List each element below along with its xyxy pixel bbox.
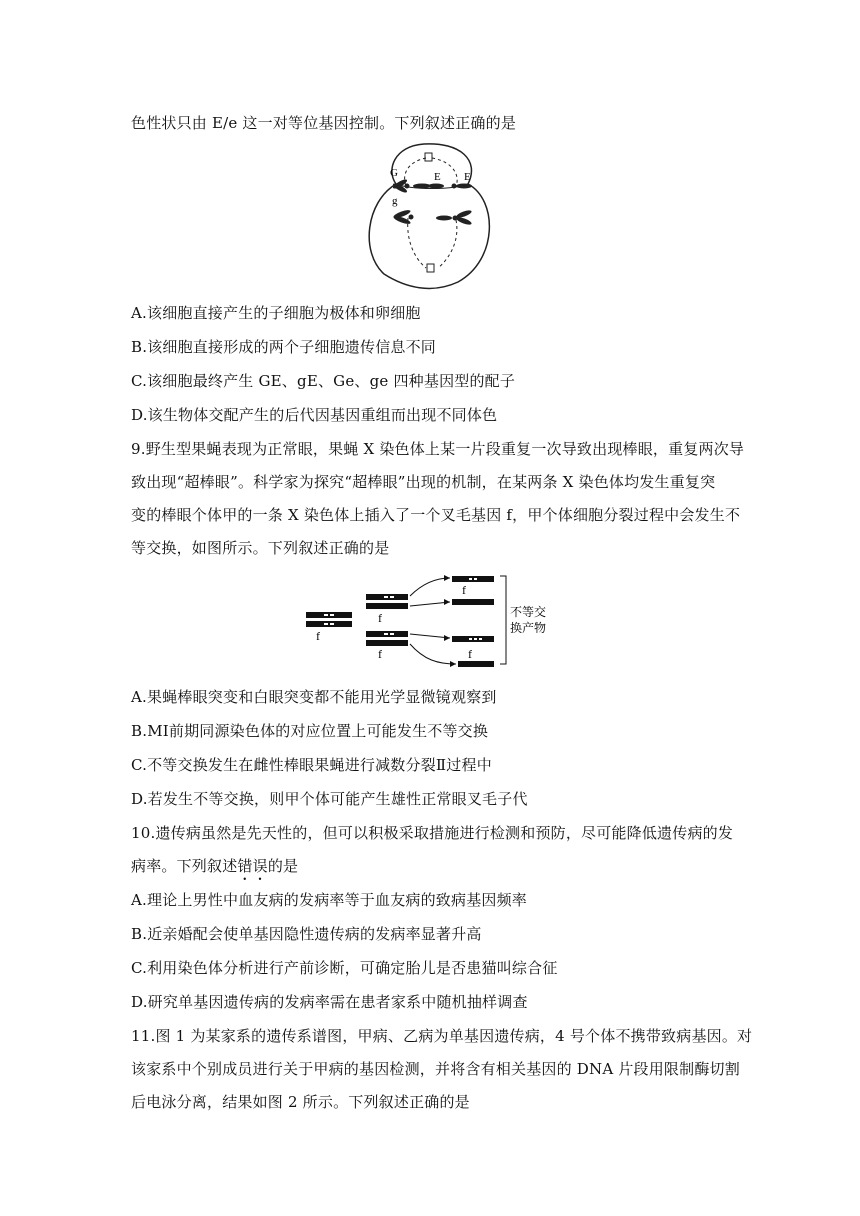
- q11-stem-line-3: 后电泳分离，结果如图 2 所示。下列叙述正确的是: [131, 1093, 470, 1111]
- q9-stem-line-2: 致出现“超棒眼”。科学家为探究“超棒眼”出现的机制，在某两条 X 染色体均发生重复突: [131, 473, 716, 491]
- q9-stem-line-1: 9.野生型果蝇表现为正常眼，果蝇 X 染色体上某一片段重复一次导致出现棒眼，重复两次导: [131, 440, 745, 458]
- q8-option-a: A.该细胞直接产生的子细胞为极体和卵细胞: [131, 304, 421, 322]
- q10-option-d: D.研究单基因遗传病的发病率需在患者家系中随机抽样调查: [131, 993, 528, 1011]
- q8-option-c: C.该细胞最终产生 GE、gE、Ge、ge 四种基因型的配子: [131, 372, 516, 390]
- q10-stem-line-1: 10.遗传病虽然是先天性的，但可以积极采取措施进行检测和预防，尽可能降低遗传病的发: [131, 824, 734, 842]
- gene-label-E-left: E: [434, 171, 441, 183]
- q11-stem-line-2: 该家系中个别成员进行关于甲病的基因检测，并将含有相关基因的 DNA 片段用限制酶切割: [131, 1060, 740, 1078]
- cell-division-figure: [362, 140, 502, 290]
- q9-option-b: B.MⅠ前期同源染色体的对应位置上可能发生不等交换: [131, 722, 489, 740]
- product-label-line-1: 不等交: [510, 605, 547, 619]
- q11-stem-line-1: 11.图 1 为某家系的遗传系谱图，甲病、乙病为单基因遗传病，4 号个体不携带致病基因。对: [131, 1027, 753, 1045]
- gene-label-G: G: [390, 167, 398, 179]
- q10-stem-text-a: 病率。下列叙述: [131, 857, 238, 875]
- q9-option-c: C.不等交换发生在雌性棒眼果蝇进行减数分裂Ⅱ过程中: [131, 756, 492, 774]
- q9-option-a: A.果蝇棒眼突变和白眼突变都不能用光学显微镜观察到: [131, 688, 497, 706]
- q8-option-b: B.该细胞直接形成的两个子细胞遗传信息不同: [131, 338, 436, 356]
- q10-option-a: A.理论上男性中血友病的发病率等于血友病的致病基因频率: [131, 891, 528, 909]
- q8-option-d: D.该生物体交配产生的后代因基因重组而出现不同体色: [131, 406, 498, 424]
- q10-stem-line-2: [131, 855, 298, 884]
- unequal-crossover-figure: [304, 572, 564, 672]
- f-label-1: f: [316, 629, 320, 643]
- f-label-3: f: [378, 647, 382, 661]
- q10-emphasis-word: 错误: [237, 857, 268, 875]
- f-label-4: f: [462, 583, 466, 597]
- gene-label-g: g: [392, 195, 398, 207]
- intro-line: 色性状只由 E/e 这一对等位基因控制。下列叙述正确的是: [131, 114, 517, 132]
- q10-option-c: C.利用染色体分析进行产前诊断，可确定胎儿是否患猫叫综合征: [131, 959, 558, 977]
- f-label-5: f: [468, 647, 472, 661]
- q10-option-b: B.近亲婚配会使单基因隐性遗传病的发病率显著升高: [131, 925, 482, 943]
- q9-stem-line-3: 变的棒眼个体甲的一条 X 染色体上插入了一个叉毛基因 f，甲个体细胞分裂过程中会发生不: [131, 506, 741, 524]
- q9-stem-line-4: 等交换，如图所示。下列叙述正确的是: [131, 539, 390, 557]
- product-label-line-2: 换产物: [510, 621, 547, 635]
- q9-option-d: D.若发生不等交换，则甲个体可能产生雄性正常眼叉毛子代: [131, 790, 528, 808]
- f-label-2: f: [378, 611, 382, 625]
- gene-label-E-right: E: [464, 171, 471, 183]
- q10-stem-text-c: 的是: [267, 857, 299, 875]
